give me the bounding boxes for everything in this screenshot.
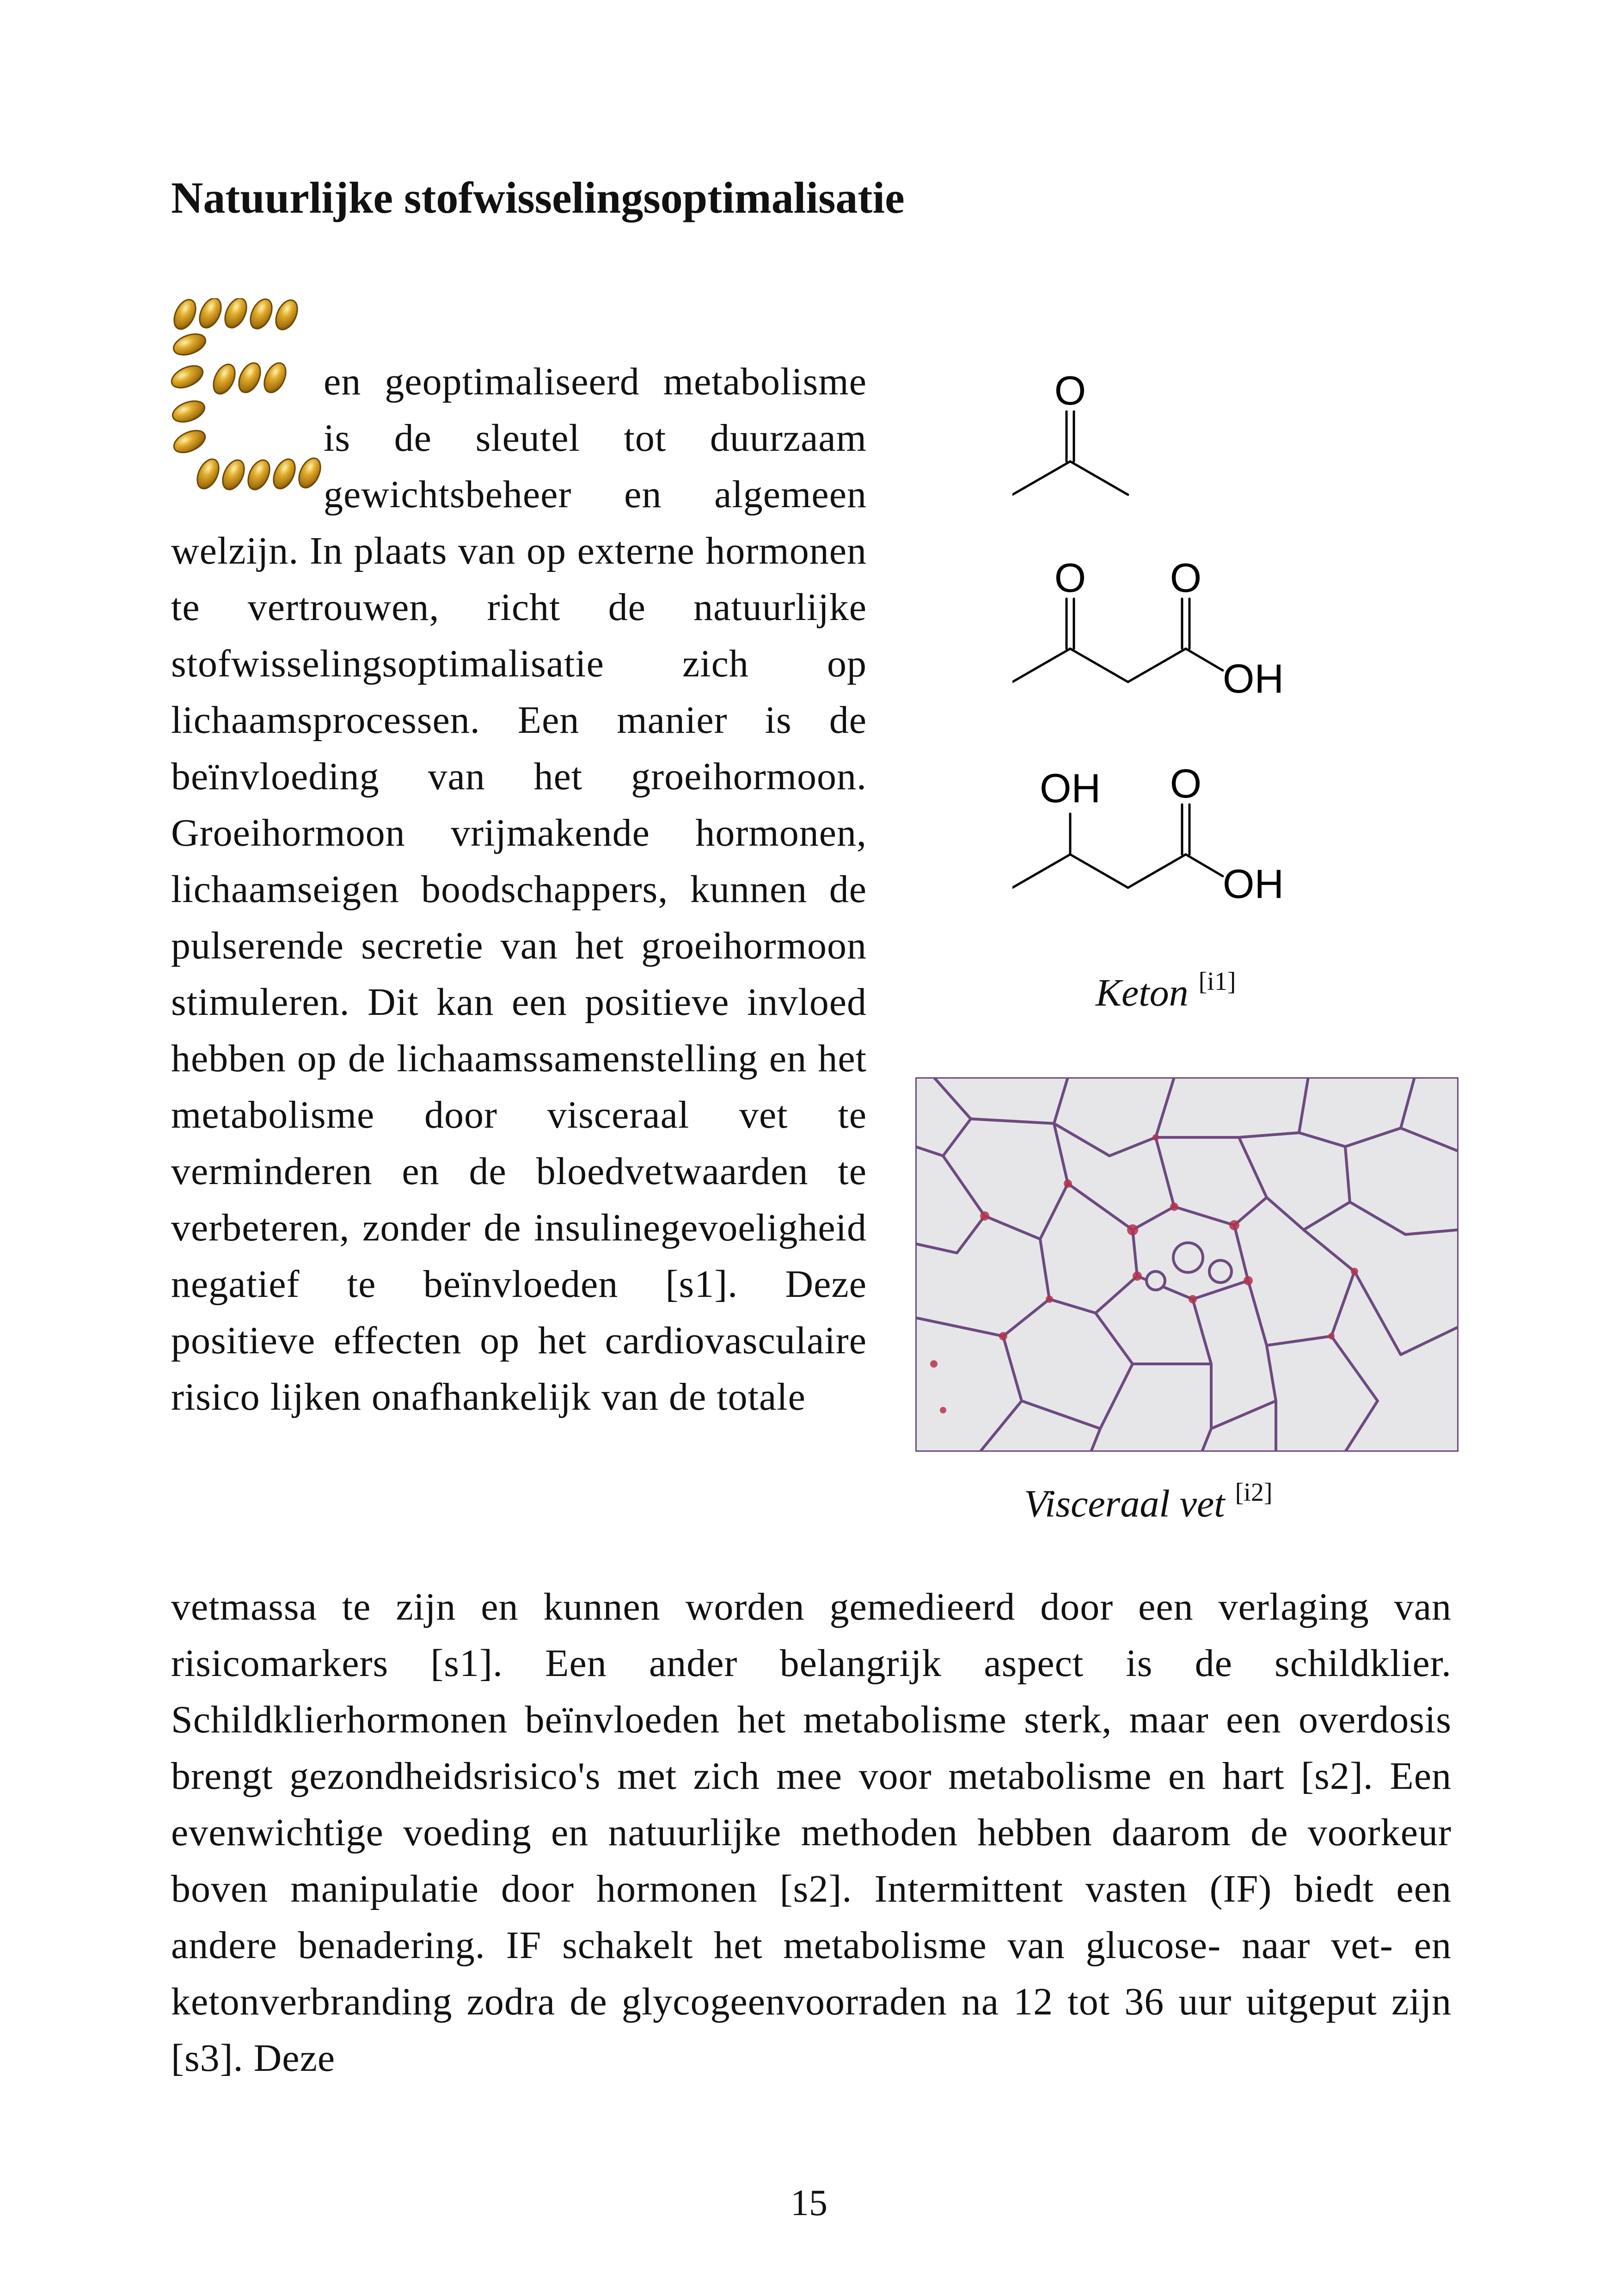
hydroxybutyric-acid-structure	[1012, 804, 1223, 888]
continuation-paragraph: vetmassa te zijn en kunnen worden gemedieerd door een verlaging van risicomarkers [s1]. Een ander belangrijk aspect is de schildklier. Schildklierhormonen beïnvloeden het metabolisme sterk, maar een overdosis brengt gezondheidsrisico's met zich mee voor metabolisme en hart [s2]. Een evenwichtige voeding en natuurlijke methoden hebben daarom de voorkeur boven manipulatie door hormonen [s2]. Intermittent vasten (IF) biedt een andere benadering. IF schakelt het metabolisme van glucose- naar vet- en ketonverbranding zodra de glycogeenvoorraden na 12 tot 36 uur uitgeput zijn [s3]. Deze	[171, 1585, 1452, 2080]
visceraal-vet-caption	[1024, 1480, 1272, 1523]
keton-caption-text: Keton	[1096, 971, 1189, 1014]
acetone-structure	[1012, 411, 1128, 495]
drop-cap-capsule-letter-e	[171, 298, 324, 492]
atom-label-oh: OH	[1040, 765, 1101, 811]
atom-label-o: O	[1054, 555, 1086, 601]
intro-paragraph: en geoptimaliseerd metabolisme is de sleutel tot duurzaam gewichtsbeheer en algemeen welzijn. In plaats van op externe hormonen te vertrouwen, richt de natuurlijke stofwisselingsoptimalisatie zich op lichaamsprocessen. Een manier is de beïnvloeding van het groeihormoon. Groeihormoon vrijmakende hormonen, lichaamseigen boodschappers, kunnen de pulserende secretie van het groeihormoon stimuleren. Dit kan een positieve invloed hebben op de lichaamssamenstelling en het metabolisme door visceraal vet te verminderen en de bloedvetwaarden te verbeteren, zonder de insulinegevoeligheid negatief te beïnvloeden [s1]. Deze positieve effecten op het cardiovasculaire risico lijken onafhankelijk van de totale	[171, 360, 867, 1418]
vet-caption-text: Visceraal vet	[1024, 1482, 1225, 1525]
intro-column	[171, 354, 867, 1425]
atom-label-oh: OH	[1223, 861, 1284, 907]
atom-label-o: O	[1054, 368, 1086, 413]
keton-image-ref: [i1]	[1198, 967, 1236, 996]
atom-label-oh: OH	[1223, 656, 1284, 701]
vet-image-ref: [i2]	[1235, 1478, 1273, 1507]
page-number: 15	[791, 2183, 827, 2223]
visceral-fat-micrograph	[915, 1077, 1459, 1452]
acetoacetic-acid-structure	[1012, 599, 1223, 682]
page-title: Natuurlijke stofwisselingsoptimalisatie	[171, 173, 905, 222]
atom-label-o: O	[1170, 761, 1202, 806]
keton-caption	[1096, 969, 1236, 1013]
ketone-structures-figure	[1012, 356, 1364, 939]
atom-label-o: O	[1170, 555, 1202, 601]
